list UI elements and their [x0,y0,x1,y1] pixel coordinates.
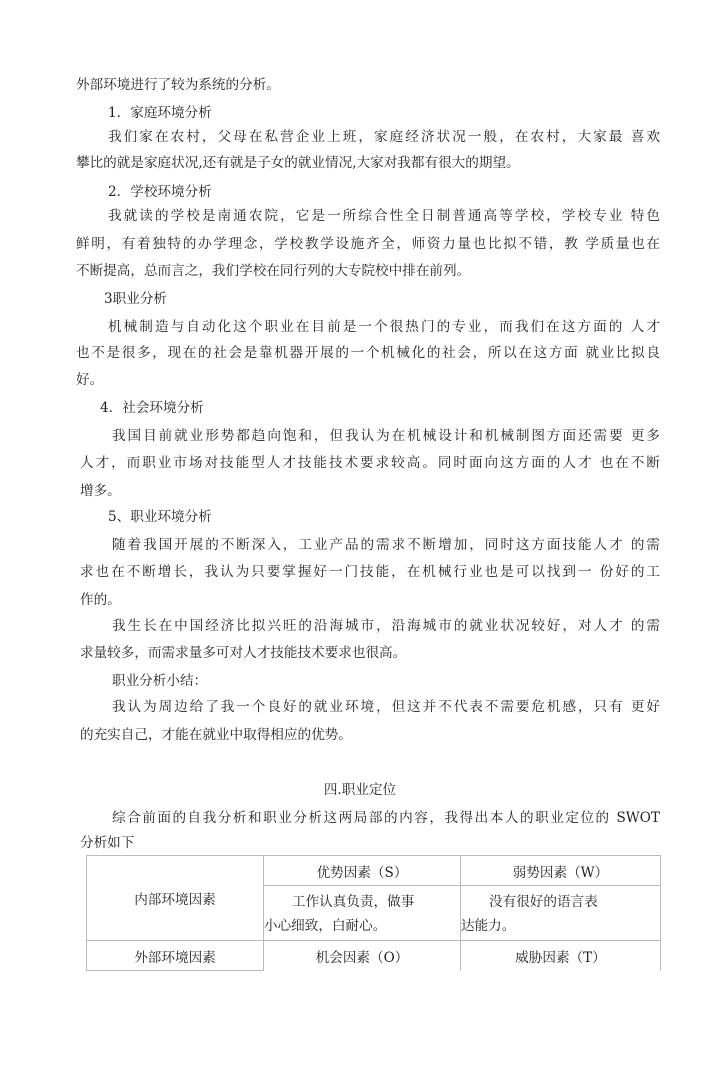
section-heading: 1．家庭环境分析 [108,105,212,121]
paragraph-line: 分析如下 [80,835,135,851]
section-heading: 3职业分析 [104,291,168,307]
paragraph-line: 综合前面的自我分析和职业分析这两局部的内容，我得出本人的职业定位的 SWOT [112,810,660,826]
strengths-line: 工作认真负责，做事 [292,894,415,910]
paragraph-line: 好。 [76,372,104,388]
paragraph-line: 的充实自己，才能在就业中取得相应的优势。 [80,727,352,743]
section-heading: 4．社会环境分析 [100,400,204,416]
paragraph-line: 攀比的就是家庭状况,还有就是子女的就业情况,大家对我都有很大的期望。 [76,155,520,171]
paragraph-line: 作的。 [80,592,121,608]
paragraph-line: 我国目前就业形势都趋向饱和，但我认为在机械设计和机械制图方面还需要 更多 [112,428,660,444]
paragraph-line: 也不是很多，现在的社会是靠机器开展的一个机械化的社会，所以在这方面 就业比拟良 [76,345,660,361]
paragraph-line: 增多。 [80,483,121,499]
chapter-heading: 四.职业定位 [323,782,397,798]
paragraph-line: 随着我国开展的不断深入，工业产品的需求不断增加，同时这方面技能人才 的需 [112,537,660,553]
strengths-cell [264,886,461,941]
strengths-line: 小心细致，白耐心。 [264,918,387,934]
paragraph-line: 我生长在中国经济比拟兴旺的沿海城市，沿海城市的就业状况较好，对人才 的需 [112,618,660,634]
swot-table [86,855,661,971]
strengths-header: 优势因素（S） [264,856,461,886]
weaknesses-line: 没有很好的语言表 [489,894,598,910]
paragraph-line: 机械制造与自动化这个职业在目前是一个很热门的专业，而我们在这方面的 人才 [108,319,660,335]
paragraph-line: 人才，而职业市场对技能型人才技能技术要求较高。同时面向这方面的人才 也在不断 [80,455,660,471]
weaknesses-line: 达能力。 [461,918,516,934]
weaknesses-header: 弱势因素（W） [461,856,661,886]
section-heading: 5、职业环境分析 [108,509,212,525]
paragraph-line: 求量较多，而需求量多可对人才技能技术要求也很高。 [80,645,407,661]
section-heading: 2．学校环境分析 [108,184,212,200]
weaknesses-cell [461,886,661,941]
external-factors-label: 外部环境因素 [87,941,264,971]
paragraph-line: 我就读的学校是南通农院，它是一所综合性全日制普通高等学校，学校专业 特色 [108,208,660,224]
paragraph-line: 鲜明，有着独特的办学理念，学校教学设施齐全，师资力量也比拟不错，教 学质量也在 [76,236,660,252]
paragraph-line: 我们家在农村，父母在私营企业上班，家庭经济状况一般，在农村，大家最 喜欢 [108,129,660,145]
paragraph-line: 外部环境进行了较为系统的分析。 [76,77,280,93]
internal-factors-label: 内部环境因素 [87,856,264,941]
opportunities-header: 机会因素（O） [264,941,461,971]
threats-header: 威胁因素（T） [461,941,661,971]
paragraph-line: 我认为周边给了我一个良好的就业环境，但这并不代表不需要危机感，只有 更好 [112,699,660,715]
paragraph-line: 不断提高，总而言之，我们学校在同行列的大专院校中排在前列。 [76,263,471,279]
paragraph-line: 求也在不断增长，我认为只要掌握好一门技能，在机械行业也是可以找到一 份好的工 [80,564,660,580]
paragraph-line: 职业分析小结： [112,673,208,689]
